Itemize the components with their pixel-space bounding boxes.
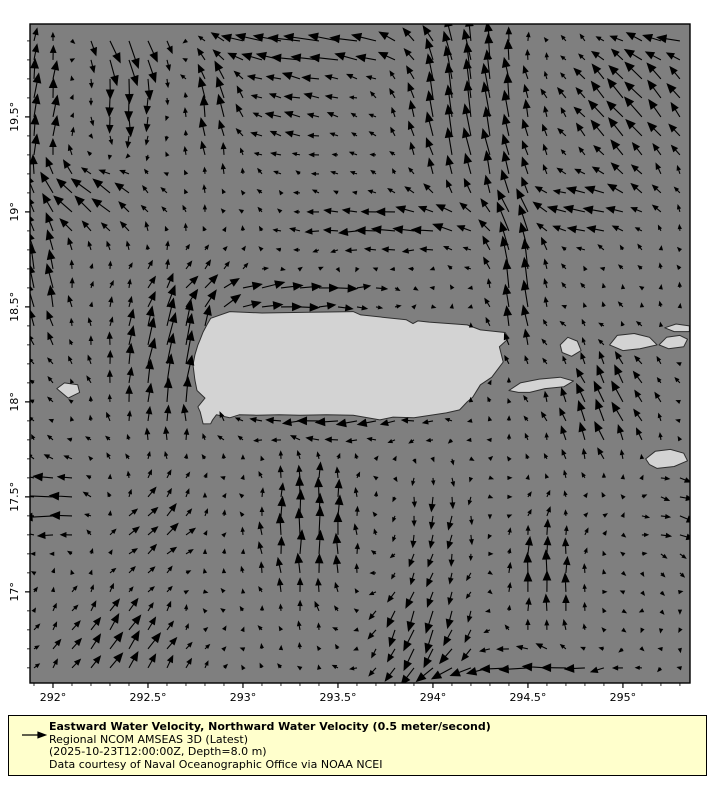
x-tick-label: 293° [229, 691, 257, 704]
y-tick-label: 19.5° [8, 101, 21, 132]
y-tick-label: 17.5° [8, 481, 21, 512]
y-tick-label: 18° [8, 392, 21, 412]
y-tick-label: 17° [8, 582, 21, 602]
legend-line-timestamp: (2025-10-23T12:00:00Z, Depth=8.0 m) [49, 745, 267, 758]
y-tick-label: 18.5° [8, 291, 21, 322]
legend-key-arrow-icon [14, 729, 50, 741]
x-tick-label: 293.5° [319, 691, 357, 704]
x-tick-label: 294° [419, 691, 447, 704]
legend-title: Eastward Water Velocity, Northward Water Velocity (0.5 meter/second) [49, 720, 491, 733]
x-tick-label: 294.5° [509, 691, 547, 704]
island-puerto-rico [193, 312, 509, 424]
legend-line-credit: Data courtesy of Naval Oceanographic Office via NOAA NCEI [49, 757, 383, 771]
legend-text-block [49, 721, 491, 771]
x-tick-label: 292° [39, 691, 67, 704]
legend-line-dataset: Regional NCOM AMSEAS 3D (Latest) [49, 732, 248, 746]
y-tick-label: 19° [8, 202, 21, 222]
x-tick-label: 295° [609, 691, 637, 704]
legend-box [8, 715, 707, 776]
x-tick-label: 292.5° [129, 691, 167, 704]
